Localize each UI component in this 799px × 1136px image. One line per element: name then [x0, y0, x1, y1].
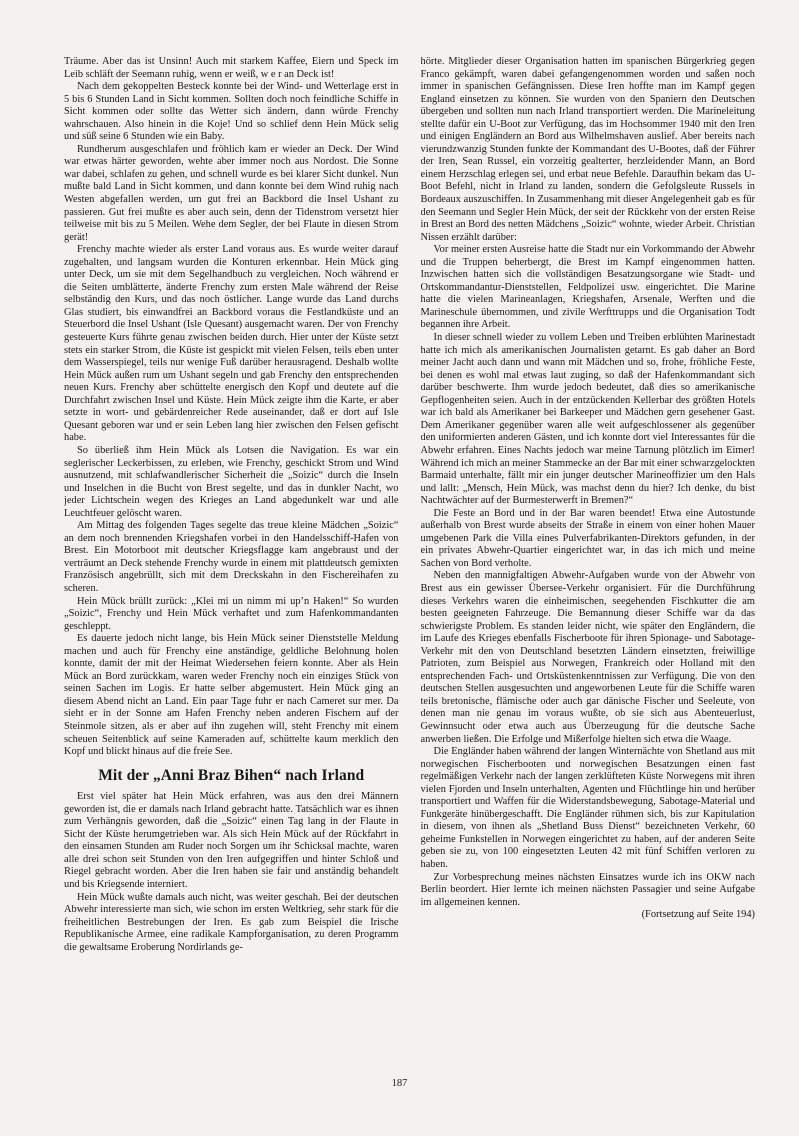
paragraph: Rundherum ausgeschlafen und fröhlich kam er wieder an Deck. Der Wind war etwas härter geworden, wehte aber immer noch aus Nordost. Die Sonne war dabei, schlafen zu gehen, und schnell wurde es bei klarer Sicht dunkel. Nun mußte bald Land in Sicht kommen, und dann konnte bei dem Wind ruhig nach Westen abgefallen werden, um gut frei an Backbord die Insel Ushant zu passieren. Gut frei mußte es aber auch sein, denn der Tidenstrom versetzt hier teilweise mit bis zu 5 Meilen. Wehe dem Segler, der bei Flaute in diesen Strom gerät!	[64, 143, 399, 243]
article-columns	[64, 56, 755, 1072]
paragraph: Hein Mück wußte damals auch nicht, was weiter geschah. Bei der deutschen Abwehr interessierte man sich, wie schon im ersten Weltkrieg, sehr stark für die freiheitlichen Bestrebungen der Iren. Es gab zum Beispiel die Irische Republikanische Armee, eine radikale Kampforganisation, zu deren Programm die gewaltsame Eroberung Nordirlands ge-	[64, 891, 399, 953]
left-column	[64, 56, 399, 1072]
section-heading: Mit der „Anni Braz Bihen“ nach Irland	[98, 766, 365, 784]
paragraph: Hein Mück brüllt zurück: „Klei mi un nimm mi up’n Haken!“ So wurden „Soizic“, Frenchy und Hein Mück verhaftet und zum Hafenkommandanten geschleppt.	[64, 595, 399, 632]
paragraph: Es dauerte jedoch nicht lange, bis Hein Mück seiner Dienststelle Meldung machen und auch für Frenchy eine anständige, geldliche Belohnung holen konnte, damit der mit der Heimat Wiedersehen feiern konnte. Aber als Hein Mück an Bord zurückkam, waren weder Frenchy noch ein einziges Stück von seinen Sachen im Logis. Er hatte selber abgemustert. Hein Mück ging an diesem Abend nicht an Land. Ein paar Tage fuhr er nach Cameret sur mer. Da sieht er in der Sonne am Hafen Frenchy neben anderen Fischern auf der Steinmole sitzen, als er aber auf ihn zugehen will, steht Frenchy mit einem scheuen Seitenblick auf seine Kameraden auf, schüttelte kaum merklich den Kopf und blickt hinaus auf die freie See.	[64, 633, 399, 758]
paragraph: hörte. Mitglieder dieser Organisation hatten im spanischen Bürgerkrieg gegen Franco gekämpft, waren dabei gefangengenommen worden und saßen noch immer in spanischen Gefängnissen. Diese Iren hoffte man im Kampf gegen England einsetzen zu können. Sie wurden von den Spaniern den Deutschen übergeben und sollten nun nach Irland transportiert werden. Die Marineleitung stellte dafür ein U-Boot zur Verfügung, das im Hochsommer 1940 mit den Iren und einigen Engländern an Bord aus Wilhelmshaven auslief. Aber bereits nach vierundzwanzig Stunden funkte der Kommandant des U-Bootes, daß der Führer der Iren, Sean Russel, ein vorzeitig gealterter, herzleidender Mann, an Bord einem Herzschlag erlegen sei, und erbat neue Befehle. Daraufhin bekam das U-Boot Befehl, nicht in Irland zu landen, sondern die Gefolgsleute Russels in Bordeaux auszuschiffen. In Zusammenhang mit dieser Angelegenheit gab es für den Seemann und Segler Hein Mück, der seit der Rückkehr von der ersten Reise in Brest an Bord des netten Mädchens „Soizic“ wohnte, wieder Arbeit. Christian Nissen erzählt darüber:	[420, 56, 755, 243]
paragraph: Am Mittag des folgenden Tages segelte das treue kleine Mädchen „Soizic“ an dem noch brennenden Kriegshafen vorbei in den Handelsschiff-Hafen von Brest. Ein Motorboot mit deutscher Kriegsflagge kam angebraust und der verträumt an Deck stehende Frenchy wurde in einem mit plattdeutsch gemixten Französisch angebrüllt, sich mit dem Dreckskahn in den Fischereihafen zu scheren.	[64, 520, 399, 594]
page-number: 187	[391, 1078, 408, 1089]
paragraph: Die Feste an Bord und in der Bar waren beendet! Etwa eine Autostunde außerhalb von Brest wurde abseits der Straße in einem von einer hohen Mauer umgebenen Park die Villa eines Pulverfabrikanten-Direktors gefunden, in der ein privates Abwehr-Quartier eingerichtet war, in das ich mich und meine Sachen von Bord verholte.	[420, 507, 755, 569]
paragraph: Neben den mannigfaltigen Abwehr-Aufgaben wurde von der Abwehr von Brest aus ein gewisser Übersee-Verkehr organisiert. Für die Durchführung dieses Verkehrs waren die einheimischen, seegehenden Fischkutter die am besten geeigneten Fahrzeuge. Die Bemannung dieser Schiffe war da das schwierigste Problem. Es standen leider nicht, wie später den Engländern, die im Laufe des Krieges ebenfalls Fischerboote für ihren Spionage- und Sabotage-Verkehr mit den von Deutschland besetzten Ländern einsetzten, freiwillige Patrioten, zum Beispiel aus Norwegen, Frankreich oder Holland mit den entsprechenden Fach- und Ortsküstenkenntnissen zur Verfügung. Die von den deutschen Stellen ausgesuchten und angeworbenen Leute für die Schiffe waren teils bretonische, flämische oder auch gar dänische Fischer und Seeleute, von denen man nie genau im voraus wußte, ob sie sich aus Abenteuerlust, Gewinnsucht oder etwa auch aus Überzeugung für die deutsche Sache anwerben ließen. Die Erfolge und Mißerfolge hielten sich etwa die Waage.	[420, 570, 755, 745]
paragraph: Nach dem gekoppelten Besteck konnte bei der Wind- und Wetterlage erst in 5 bis 6 Stunden Land in Sicht kommen. Sollten doch noch feindliche Schiffe in Sicht kommen oder sollte das Wetter sich ändern, dann würde Frenchy wahrschauen. Also hinein in die Koje! Und so schlief denn Hein Mück selig und süß seine 6 Stunden wie ein Baby.	[64, 81, 399, 143]
paragraph: Vor meiner ersten Ausreise hatte die Stadt nur ein Vorkommando der Abwehr und die Truppen beherbergt, die Brest im Kampf eingenommen hatten. Inzwischen hatten sich die vollständigen Besatzungsorgane wie Stadt- und Ortskommandantur-Dienststellen, Feldpolizei usw. eingerichtet. Die Marine hatte die vielen Marineanlagen, Kriegshafen, Arsenale, Werften und die Marineschule übernommen, und zivile Werfttrupps und die Organisation Todt begannen ihre Arbeit.	[420, 244, 755, 331]
paragraph: Frenchy machte wieder als erster Land voraus aus. Es wurde weiter darauf zugehalten, und langsam wurden die Konturen erkennbar. Hein Mück ging unter Deck, um sie mit dem Segelhandbuch zu vergleichen. Noch während er die Seiten umblätterte, änderte Frenchy zum ersten Male während der Reise selbständig den Kurs, und das noch östlicher. Lange wurde das Land durchs Glas studiert, bis einwandfrei an Backbord voraus die Festlandküste und an Steuerbord die Insel Ushant (Isle Quesant) ausgemacht waren. Der von Frenchy gesteuerte Kurs führte genau zwischen beiden durch. Hier unter der Küste setzt stets ein starker Strom, die Küste ist gespickt mit vielen Felsen, teils eben unter dem Wasserspiegel, teils nur wenige Fuß darüber herausragend. Deshalb wollte Hein Mück außen rum um Ushant segeln und gab Frenchy den entsprechenden neuen Kurs. Frenchy aber schüttelte energisch den Kopf und deutete auf die Durchfahrt zwischen Insel und Küste. Hein Mück zeigte ihm die Karte, er aber setzte in wort- und gebärdenreicher Rede auseinander, daß er dort auf Isle Quesant geboren war und er sein Leben lang hier zwischen den Felsen gefischt habe.	[64, 244, 399, 444]
paragraph: Träume. Aber das ist Unsinn! Auch mit starkem Kaffee, Eiern und Speck im Leib schläft der Seemann ruhig, wenn er weiß, w e r an Deck ist!	[64, 56, 399, 80]
paragraph: So überließ ihm Hein Mück als Lotsen die Navigation. Es war ein seglerischer Leckerbissen, zu erleben, wie Frenchy, geschickt Strom und Wind ausnutzend, mit schlafwandlerischer Sicherheit die „Soizic“ durch die Inseln und Inselchen in die Bucht von Brest segelte, und das in dunkler Nacht, wo jeder Lichtschein wegen des Krieges an Land abgedunkelt war und alle Leuchtfeuer gelöscht waren.	[64, 444, 399, 519]
continuation-note: (Fortsetzung auf Seite 194)	[641, 909, 755, 921]
paragraph: Zur Vorbesprechung meines nächsten Einsatzes wurde ich ins OKW nach Berlin beordert. Hier lernte ich meinen nächsten Passagier und seine Aufgabe im allgemeinen kennen.	[420, 871, 755, 908]
paragraph: Erst viel später hat Hein Mück erfahren, was aus den drei Männern geworden ist, die er damals nach Irland gebracht hatte. Tatsächlich war es ihnen zum Verhängnis geworden, daß die „Soizic“ einen Tag lang in der Flaute in Sicht der Küste herumgetrieben war. Als sich Hein Mück auf der Rückfahrt in den einsamen Stunden am Ruder noch Sorgen um ihr Schicksal machte, waren alle drei schon seit Stunden von den Iren aufgegriffen und hinter Schloß und Riegel gebracht worden. Aber die Iren haben sie fair und anständig behandelt und bis Kriegsende interniert.	[64, 791, 399, 890]
right-column	[421, 56, 756, 1072]
paragraph: Die Engländer haben während der langen Winternächte von Shetland aus mit norwegischen Fischerbooten und norwegischen Besatzungen einen fast regelmäßigen Verkehr nach der langen zerklüfteten Küste Norwegens mit ihren vielen Fjorden und Inseln unterhalten, Agenten und Flüchtlinge hin und herüber transportiert und Waffen für die Widerstandsbewegung, Sabotage-Material und Funkgeräte hinübergeschafft. Die Engländer rühmen sich, bis zur Kapitulation in diesem, von ihnen als „Shetland Buss Dienst“ bezeichneten Verkehr, 60 geheime Funkstellen in Norwegen eingerichtet zu haben, auf der anderen Seite geben sie zu, von 100 eingesetzten Leuten 42 mit fünf Schiffen verloren zu haben.	[420, 746, 755, 870]
paragraph: In dieser schnell wieder zu vollem Leben und Treiben erblühten Marinestadt hatte ich mich als amerikanischen Journalisten getarnt. Es gab daher an Bord meiner Jacht auch dann und wann mit Mädchen und so, frohe, fröhliche Feste, bei denen es wohl mal etwas laut zuging, so daß der Hafenkommandant sich darüber beschwerte. Ihm wurde jedoch bedeutet, daß dies so amerikanische Gepflogenheiten seien. Auch in der entzückenden Kellerbar des größten Hotels war ich bald als Amerikaner bei Barkeeper und Mädchen gern gesehener Gast. Dem Amerikaner gegenüber waren alle weit aufgeschlossener als gegenüber den uniformierten anderen Gästen, und ich konnte dort viel Interessantes für die Abwehr erfahren. Eines Nachts jedoch war meine Tarnung plötzlich im Eimer! Während ich mich an meiner Stammecke an der Bar mit einer schwarzgelockten Barmaid unterhalte, fällt mir ein junger deutscher Marineoffizier um den Hals und lallt: „Mensch, Hein Mück, was machst denn du hier? Ich denke, du bist Nachtwächter auf der Burmesterwerft in Bremen?“	[420, 332, 755, 507]
